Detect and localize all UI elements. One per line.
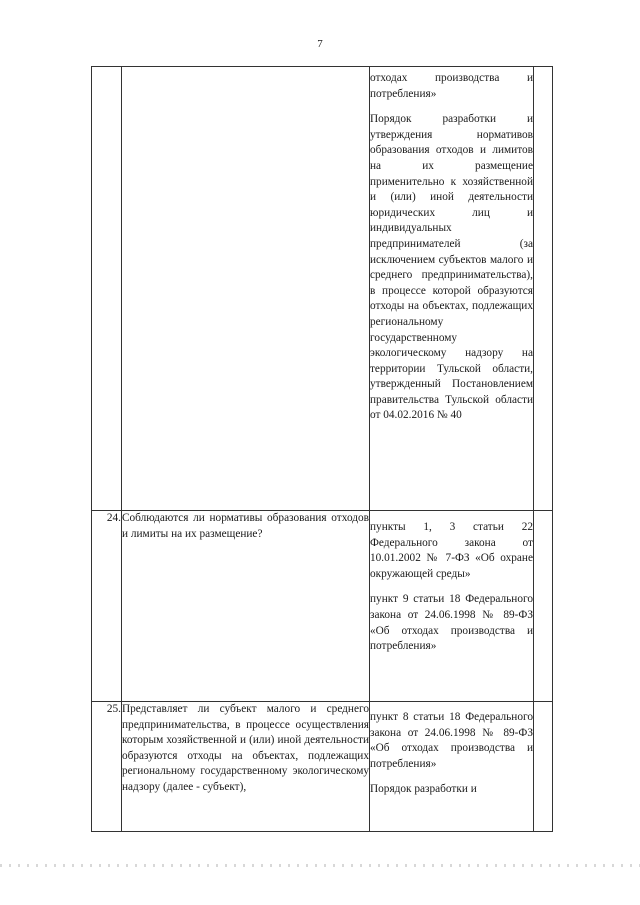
checklist-table	[91, 66, 553, 832]
legal-reference-text: отходах производства и потребления»	[370, 72, 533, 100]
legal-reference-text: Порядок разработки и	[370, 783, 477, 796]
legal-reference-cell	[370, 511, 534, 702]
scan-noise-line	[0, 864, 640, 867]
answer-cell	[534, 67, 553, 511]
legal-reference-text: пункты 1, 3 статьи 22 Федерального закона от 10.01.2002 № 7-ФЗ «Об охране окружающей среды»	[370, 521, 533, 580]
question-cell	[122, 67, 370, 511]
question-text: Представляет ли субъект малого и среднего предпринимательства, в процессе осуществления которым хозяйственной и (или) иной деятельности образуются отходы на объектах, подлежащих региональному государственному экологическому надзору (далее - субъект),	[122, 703, 369, 793]
row-number-cell: 25.	[92, 702, 122, 832]
answer-cell	[534, 511, 553, 702]
legal-reference-cell	[370, 702, 534, 832]
legal-reference-cell	[370, 67, 534, 511]
row-number-cell: 24.	[92, 511, 122, 702]
table-row	[92, 67, 553, 511]
table-row	[92, 511, 553, 702]
question-cell	[122, 702, 370, 832]
page-number: 7	[317, 38, 323, 50]
question-text: Соблюдаются ли нормативы образования отходов и лимиты на их размещение?	[122, 512, 369, 540]
answer-cell	[534, 702, 553, 832]
legal-reference-text: пункт 8 статьи 18 Федерального закона от 24.06.1998 № 89-ФЗ «Об отходах производства и потребления»	[370, 711, 533, 770]
legal-reference-text: Порядок разработки и утверждения нормативов образования отходов и лимитов на их размещение применительно к хозяйственной и (или) иной деятельности юридических лиц и индивидуальных предпринимателей (за исключением субъектов малого и среднего предпринимательства), в процессе которой образуются отходы на объектах, подлежащих региональному государственному экологическому надзору на территории Тульской области, утвержденный Постановлением правительства Тульской области от 04.02.2016 № 40	[370, 113, 533, 422]
legal-reference-text: пункт 9 статьи 18 Федерального закона от 24.06.1998 № 89-ФЗ «Об отходах производства и потребления»	[370, 593, 533, 653]
row-number-cell	[92, 67, 122, 511]
question-cell	[122, 511, 370, 702]
table-row	[92, 702, 553, 832]
